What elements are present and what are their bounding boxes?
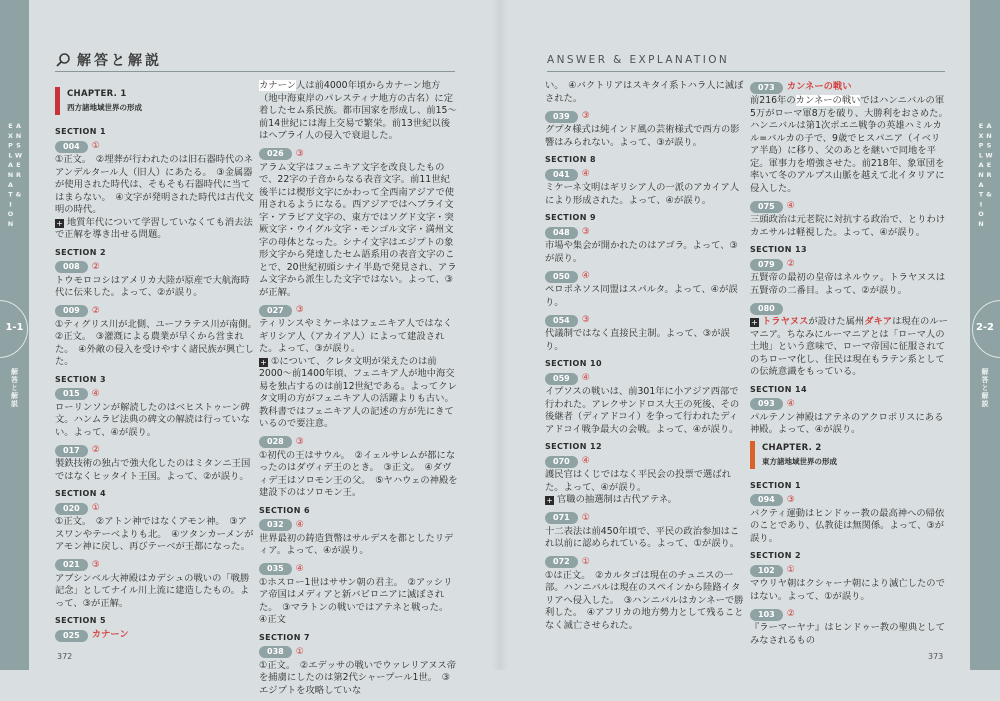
paragraph: 護民官はくじではなく平民会の投票で選ばれた。よって、④が誤り。: [545, 469, 731, 493]
paragraph: 『ラーマーヤナ』はヒンドゥー教の聖典としてみなされるもの: [750, 622, 946, 646]
side-tab-left: [0, 0, 29, 670]
answer-item: [55, 387, 254, 440]
question-number-badge: 008: [55, 261, 88, 273]
paragraph: ローリンソンが解読したのはベヒストゥーン碑文。ハンムラビ法典の碑文の解読は行っていない。よって、④が誤り。: [55, 401, 250, 438]
question-header: [259, 518, 458, 533]
paragraph: ①正文。 ②エデッサの戦いでウァレリアヌス帝を捕虜にしたのは第2代シャープール1世。 ③エジプトを攻略していな: [259, 659, 457, 696]
chapter-subtitle: 西方諸地域世界の形成: [67, 103, 142, 112]
question-header: [55, 558, 254, 573]
paragraph: [259, 80, 458, 143]
question-number-badge: 039: [545, 111, 578, 123]
text-segment: トラヤヌス: [762, 316, 809, 327]
tab-number: 1-1: [5, 322, 24, 333]
answer-item: [259, 435, 458, 500]
question-number-badge: 035: [259, 563, 292, 575]
paragraph: トウモロコシはアメリカ大陸が原産で大航海時代に伝来した。よって、②が誤り。: [55, 274, 250, 298]
question-header: [545, 555, 744, 570]
question-header: [55, 304, 254, 319]
question-number-badge: 025: [55, 630, 88, 642]
answer-mark: ④: [295, 519, 304, 530]
question-number-badge: 004: [55, 141, 88, 153]
section-heading: SECTION 2: [750, 551, 801, 560]
question-header: [750, 199, 949, 214]
answer-mark: ③: [581, 111, 590, 122]
section-heading: SECTION 10: [545, 359, 602, 368]
question-number-badge: 032: [259, 519, 292, 531]
answer-item: [750, 301, 949, 379]
paragraph: アラム文字はフェニキア文字を改良したもので、22字の子音からなる表音文字。前11世紀後半には楔形文字にかわって全西南アジアで使用されるようになる。西アジアではヘブライ文字・アラビア文字の、東方ではソグド文字・突厥文字・ウイグル文字・モンゴル文字・満州文字の母体となった。シナイ文字はエジプトの象形文字から発達したセム語系用の表音文字のことで、20世紀初頭シナイ半島で発見され、アラム文字から派生した文字ではない。よって、③が正解。: [259, 161, 457, 298]
paragraph: [750, 95, 949, 195]
paragraph: パルテノン神殿はアテネのアクロポリスにある神殿。よって、④が誤り。: [750, 411, 944, 435]
question-header: [259, 147, 458, 162]
answer-mark: ④: [786, 201, 795, 212]
paragraph: い。 ④バクトリアはスキタイ系トハラ人に滅ぼされた。: [545, 80, 744, 104]
side-tab-right: [970, 0, 1000, 670]
question-number-badge: 054: [545, 315, 578, 327]
column-3: [545, 80, 744, 636]
column-4: [750, 80, 949, 651]
answer-item: [55, 558, 254, 611]
tab-label-jp: 解答と解説: [981, 368, 989, 408]
answer-item: [55, 501, 254, 554]
question-header: [545, 225, 744, 240]
answer-item: [545, 454, 744, 507]
paragraph: ①正文。 ②アトン神ではなくアモン神。 ③アスワンやテーベよりも北。 ④ツタンカーメンがアモン神に戻し、再びテーベが王都になった。: [55, 516, 254, 552]
supplementary-note: [55, 217, 254, 242]
question-number-badge: 102: [750, 565, 783, 577]
paragraph: ①ホスロー1世はササン朝の君主。 ②アッシリア帝国はメディアと新バビロニアに滅ぼされた。 ③マラトンの戦いではアテネと戦った。 ④正文: [259, 576, 453, 625]
paragraph: ①ティグリス川が北側、ユーフラテス川が南側。 ②正文。 ③灌漑による農業が早くから営まれた。 ④外敵の侵入を受けやすく諸民族が興亡した。: [55, 318, 262, 367]
answer-item: [750, 397, 949, 437]
question-header: [750, 80, 949, 95]
section-heading: SECTION 14: [750, 384, 807, 394]
section-heading: SECTION 1: [750, 480, 801, 490]
section-heading: SECTION 3: [55, 374, 106, 384]
question-header: [55, 628, 254, 643]
question-number-badge: 020: [55, 503, 88, 515]
paragraph: バクティ運動はヒンドゥー教の最高神への帰依のことであり、仏教徒は無関係。よって、③が誤り。: [750, 507, 945, 544]
question-number-badge: 028: [259, 436, 292, 448]
answer-mark: ①: [295, 646, 304, 657]
paragraph: 製鉄技術の独占で強大化したのはミタンニ王国ではなくヒッタイト王国。よって、②が誤り。: [55, 458, 251, 482]
plus-box-icon: +: [56, 218, 63, 228]
page-number: 372: [57, 652, 73, 661]
paragraph: グプタ様式は純インド風の芸術様式で西方の影響はみられない。よって、③が誤り。: [545, 124, 740, 148]
answer-item: [545, 511, 744, 551]
answer-mark: ③: [581, 227, 590, 238]
answer-mark: ④: [786, 398, 795, 409]
answer-mark: カンネーの戦い: [786, 81, 852, 93]
section-heading: SECTION 12: [545, 442, 602, 451]
note-text: ①について、クレタ文明が栄えたのは前2000〜前1400年頃、フェニキア人が地中海交易を独占するのは前12世紀である。よってクレタ文明の方がフェニキア人の活躍よりも古い。教科書ではフェニキア人の記述の方が先にきているので要注意。: [259, 355, 457, 429]
question-number-badge: 070: [545, 456, 578, 468]
answer-item: [545, 269, 744, 309]
paragraph: 十二表法は前450年頃で、平民の政治参加はこれ以前に認められている。よって、①が誤り。: [545, 525, 740, 549]
paragraph: ミケーネ文明はギリシア人の一派のアカイア人により形成された。よって、④が誤り。: [545, 182, 740, 206]
question-number-badge: 041: [545, 169, 578, 181]
tab-label-en: ANSWER & EXPLANATION: [977, 122, 993, 230]
answer-mark: ③: [295, 305, 304, 316]
question-header: [545, 167, 744, 182]
tab-label-en: ANSWER & EXPLANATION: [6, 122, 23, 230]
answer-item: [750, 563, 949, 603]
question-number-badge: 079: [750, 259, 783, 271]
section-heading: SECTION 5: [55, 616, 106, 625]
section-heading: SECTION 7: [259, 632, 310, 642]
question-header: [55, 139, 254, 154]
answer-item: [545, 109, 744, 149]
answer-mark: ①: [786, 565, 795, 576]
paragraph: 市場や集会が開かれたのはアゴラ。よって、③が誤り。: [545, 240, 738, 264]
answer-mark: ①: [581, 556, 590, 567]
question-header: [750, 257, 949, 272]
question-header: [55, 387, 254, 402]
question-header: [545, 269, 744, 284]
section-heading: SECTION 8: [545, 155, 596, 164]
question-number-badge: 048: [545, 227, 578, 239]
text-segment: ダキア: [864, 316, 893, 327]
answer-mark: ③: [581, 315, 590, 326]
question-header: [545, 313, 744, 328]
search-icon: [55, 52, 71, 68]
question-header: [545, 371, 744, 386]
question-number-badge: 080: [750, 303, 783, 315]
plus-box-icon: +: [751, 318, 758, 327]
answer-item: [259, 147, 458, 300]
paragraph: 三頭政治は元老院に対抗する政治で、とりわけカエサルは軽視した。よって、④が誤り。: [750, 214, 946, 238]
question-number-badge: 073: [750, 82, 783, 94]
question-header: [55, 443, 254, 458]
section-heading: SECTION 4: [55, 489, 106, 498]
answer-item: [750, 493, 949, 546]
question-header: [750, 397, 949, 412]
question-header: [545, 511, 744, 526]
supplementary-note: [545, 494, 744, 507]
answer-item: [545, 371, 744, 436]
question-number-badge: 017: [55, 445, 88, 457]
page-gutter: [492, 0, 508, 670]
paragraph: マウリヤ朝はクシャーナ朝により滅亡したのではない。よって、①が誤り。: [750, 578, 945, 602]
page-title: 解答と解説: [77, 52, 162, 69]
answer-mark: ③: [786, 494, 795, 505]
page-number: 373: [928, 652, 944, 661]
answer-mark: ④: [91, 388, 100, 399]
answer-mark: ④: [581, 456, 590, 467]
question-header: [259, 562, 458, 577]
question-number-badge: 026: [259, 148, 292, 160]
answer-item: [55, 139, 254, 242]
paragraph: ①初代の王はサウル。 ②イェルサレムが都になったのはダヴィデ王のとき。 ③正文。 ④ダヴィデ王はソロモン王の父。 ⑤ヤハウェの神殿を建設下のはソロモン王。: [259, 449, 458, 498]
answer-mark: ④: [581, 271, 590, 282]
plus-box-icon: +: [260, 357, 267, 367]
paragraph: 代議制ではなく直接民主制。よって、③が誤り。: [545, 328, 730, 352]
section-heading: SECTION 1: [55, 127, 106, 136]
question-number-badge: 071: [545, 512, 578, 524]
column-1: [55, 85, 262, 647]
question-number-badge: 094: [750, 494, 783, 506]
answer-mark: ③: [91, 559, 100, 570]
text-segment: カナーン: [259, 80, 297, 91]
answer-mark: ②: [786, 609, 795, 620]
question-header: [750, 493, 949, 508]
answer-mark: ①: [91, 141, 100, 152]
question-number-badge: 027: [259, 305, 292, 317]
chapter-title: CHAPTER. 1: [67, 89, 127, 99]
answer-item: [259, 303, 458, 431]
paragraph: ①正文。 ②埋葬が行われたのは旧石器時代のネアンデルタール人（旧人）にあたる。 ③金属器が使用された時代は、そもそも石器時代に当てはまらない。 ④文字が発明された時代は古代文明の時代。: [55, 154, 254, 215]
question-number-badge: 103: [750, 609, 783, 621]
answer-item: [259, 518, 458, 558]
question-number-badge: 075: [750, 201, 783, 213]
answer-item: [750, 257, 949, 297]
question-header: [750, 301, 949, 316]
answer-item: [55, 628, 254, 643]
note-text: 地質年代について学習していなくても消去法で正解を導き出せる問題。: [55, 216, 253, 240]
question-header: [545, 109, 744, 124]
paragraph: ペロポネソス同盟はスパルタ。よって、④が誤り。: [545, 284, 738, 308]
paragraph: ティリンスやミケーネはフェニキア人ではなくギリシア人（アカイア人）によって建設された。よって、③が誤り。: [259, 318, 453, 354]
continued-text: [545, 80, 744, 105]
question-number-badge: 009: [55, 305, 88, 317]
tab-number: 2-2: [975, 322, 995, 333]
answer-mark: ④: [581, 169, 590, 180]
answer-mark: ②: [786, 259, 795, 270]
left-page-header: [55, 48, 455, 72]
paragraph: イプソスの戦いは、前301年に小アジア西部で行われた。アレクサンドロス大王の死後、その後継者（ディアドコイ）を争って行われたディアドコイ戦争最大の会戦。よって、④が誤り。: [545, 386, 740, 435]
text-segment: 前216年の: [750, 95, 796, 106]
supplementary-note: [750, 316, 949, 379]
text-segment: カンネーの戦い: [795, 95, 861, 106]
plus-box-icon: +: [546, 496, 553, 505]
paragraph: ①は正文。 ②カルタゴは現在のチュニスの一部。ハンニバルは現在のスペインから陸路イタリアへ侵入した。 ③ハンニバルはカンネーで勝利した。 ④アフリカの地方勢力として残ることなく滅亡させられた。: [545, 569, 744, 631]
answer-item: [259, 562, 458, 627]
text-segment: が設けた属州: [808, 316, 865, 327]
question-header: [259, 435, 458, 450]
answer-item: [545, 167, 744, 207]
question-header: [55, 501, 254, 516]
answer-mark: ②: [91, 305, 100, 316]
tab-label-jp: 解答と解説: [10, 368, 19, 408]
question-number-badge: 021: [55, 559, 88, 571]
answer-mark: ①: [91, 503, 100, 514]
answer-item: [750, 199, 949, 239]
section-heading: SECTION 6: [259, 505, 310, 515]
question-number-badge: 093: [750, 398, 783, 410]
text-segment: ではハンニバルの軍5万がローマ軍8万を破り、大勝利をおさめた。ハンニバルは第1次ポエニ戦争の英雄ハミルカル=バルカの子で、9歳でヒスパニア（イベリア半島）に移り、父のあとを継いで同地を平定。軍事力を増強させた。前218年、象軍団を率いて冬のアルプス山脈を越えて北イタリアに侵入した。: [750, 95, 948, 194]
paragraph: 五賢帝の最初の皇帝はネルウァ。トラヤヌスは五賢帝の二番目。よって、②が誤り。: [750, 272, 946, 296]
answer-mark: ③: [295, 436, 304, 447]
page-title: ANSWER & EXPLANATION: [547, 53, 730, 66]
answer-mark: ③: [295, 148, 304, 159]
question-header: [545, 454, 744, 469]
answer-mark: ②: [91, 445, 100, 456]
chapter-heading: [55, 87, 254, 115]
answer-item: [55, 443, 254, 483]
answer-mark: ②: [91, 261, 100, 272]
answer-mark: カナーン: [91, 629, 129, 641]
answer-item: [55, 304, 262, 369]
text-segment: は現在のルーマニア。ちなみにルーマニアとは「ローマ人の土地」という意味で、ローマ帝国に征服されてのちローマ化し、住民は現在もラテン系としての伝統意識をもっている。: [750, 316, 948, 377]
text-segment: 人は前4000年頃からカナーン地方（地中海東岸のパレスティナ地方の古名）に定着したセム系民族。都市国家を形成し、前15〜前14世紀には海上交易で繁栄。前13世紀以後はヘブライ人の侵入で衰退した。: [259, 80, 457, 141]
answer-item: [259, 645, 458, 698]
question-number-badge: 072: [545, 556, 578, 568]
column-2: [259, 80, 458, 701]
paragraph: 世界最初の鋳造貨幣はサルデスを都としたリディア。よって、④が誤り。: [259, 532, 454, 556]
section-heading: SECTION 13: [750, 245, 807, 254]
question-number-badge: 038: [259, 646, 292, 658]
chapter-title: CHAPTER. 2: [762, 442, 822, 453]
question-header: [259, 645, 458, 660]
supplementary-note: [259, 356, 458, 431]
note-text: 官職の抽選制は古代アテネ。: [557, 494, 677, 505]
question-header: [750, 607, 949, 622]
continued-text: [259, 80, 458, 143]
question-number-badge: 015: [55, 388, 88, 400]
chapter-subtitle: 東方諸地域世界の形成: [762, 456, 837, 466]
chapter-heading: [750, 441, 949, 469]
question-number-badge: 050: [545, 271, 578, 283]
paragraph: アブシンベル大神殿はカデシュの戦いの「戦勝記念」としてナイル川上流に建造したもの。よって、③が正解。: [55, 572, 250, 609]
question-number-badge: 059: [545, 373, 578, 385]
question-header: [750, 563, 949, 578]
answer-item: [545, 225, 744, 265]
section-heading: SECTION 2: [55, 247, 106, 257]
answer-item: [545, 555, 744, 633]
answer-mark: ①: [581, 512, 590, 523]
answer-mark: ④: [295, 563, 304, 574]
answer-item: [55, 260, 254, 300]
answer-item: [750, 80, 949, 195]
question-header: [259, 303, 458, 318]
section-heading: SECTION 9: [545, 213, 596, 222]
answer-item: [545, 313, 744, 353]
answer-item: [750, 607, 949, 647]
right-page-header: [547, 48, 945, 72]
answer-mark: ④: [581, 373, 590, 384]
question-header: [55, 260, 254, 275]
